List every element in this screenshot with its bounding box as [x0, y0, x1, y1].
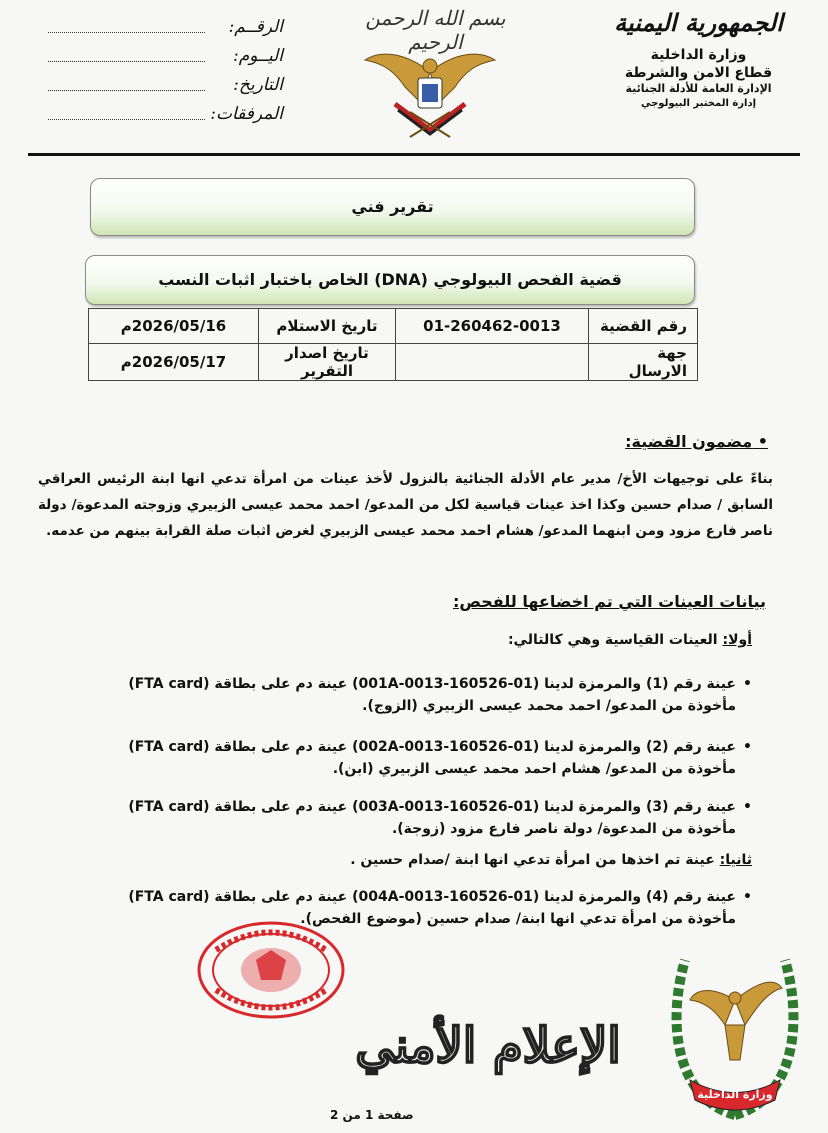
yemen-eagle-emblem-icon: [360, 42, 500, 142]
samples-heading: بيانات العينات التي تم اخضاعها للفحص:: [452, 592, 766, 611]
field-date: التاريخ:: [48, 70, 283, 99]
sender-value: [396, 344, 589, 381]
sector-name: قطاع الامن والشرطة: [624, 64, 773, 81]
case-content-text: بناءً على توجيهات الأخ/ مدير عام الأدلة الجنائية بالنزول لأخذ عينات من امرأة تدعي انها ابنة الرئيس العراقي السابق / صدام حسين وكذا اخذ عينات قياسية لكل من المدعو/ احمد محمد عيسى الزبيري وزوجته المدعوة/ دولة ناصر فارع مزود ومن ابنهما المدعو/ هشام احمد محمد عيسى الزبيري لغرض اثبات صلة القرابة بينهم من عدمه.: [38, 471, 773, 539]
second-group-text: عينة تم اخذها من امرأة تدعي انها ابنة /صدام حسين .: [350, 852, 720, 868]
basmala: بسم الله الرحمن الرحيم: [365, 6, 506, 54]
first-group-heading: [508, 632, 752, 648]
issue-date-label: تاريخ اصدار التقرير: [259, 344, 396, 381]
case-number-label: رقم القضية: [589, 309, 698, 344]
second-group-label: ثانيا:: [719, 852, 752, 868]
field-number: الرقــم:: [48, 12, 283, 41]
sample-item-3: • عينة رقم (3) والمرمزة لدينا (01-160526-0013-003A) عينة دم على بطاقة (FTA card) مأخوذة من المدعوة/ دولة ناصر فارع مزود (زوجة).: [86, 796, 736, 840]
header-org-block: [591, 8, 806, 110]
first-group-text: العينات القياسية وهي كالتالي:: [507, 632, 723, 648]
receipt-date-label: تاريخ الاستلام: [259, 309, 396, 344]
case-number-value: 01-260462-0013: [396, 309, 589, 344]
watermark-logo: [338, 1000, 638, 1085]
ministry-wreath-logo-icon: [660, 930, 810, 1125]
watermark-logo-icon: [338, 1000, 638, 1085]
page-number: صفحة 1 من 2: [330, 1108, 414, 1122]
first-group-label: أولا:: [722, 632, 752, 648]
case-content-heading: • مضمون القضية:: [625, 432, 768, 451]
field-day: اليــوم:: [48, 41, 283, 70]
header-fields: [48, 12, 283, 128]
field-attachments: المرفقات:: [48, 99, 283, 128]
issue-date-value: 2026/05/17م: [89, 344, 259, 381]
report-title-box: تقرير فني: [90, 178, 695, 236]
lab-name: إدارة المختبر البيولوجي: [640, 97, 757, 109]
report-subtitle-box: قضية الفحص البيولوجي (DNA) الخاص باختبار اثبات النسب: [85, 255, 695, 305]
sample-item-2: • عينة رقم (2) والمرمزة لدينا (01-160526-0013-002A) عينة دم على بطاقة (FTA card) مأخوذة من المدعو/ هشام احمد محمد عيسى الزبيري (ابن).: [86, 736, 736, 780]
watermark-text: الإعلام الأمني: [355, 1018, 621, 1074]
wreath-label: وزارة الداخلية: [697, 1088, 773, 1101]
directorate-name: الإدارة العامة للأدلة الجنائية: [625, 82, 772, 95]
official-stamp-icon: [196, 920, 346, 1020]
receipt-date-value: 2026/05/16م: [89, 309, 259, 344]
sample-item-4: • عينة رقم (4) والمرمزة لدينا (01-160526-0013-004A) عينة دم على بطاقة (FTA card) مأخوذة من امرأة تدعي انها ابنة/ صدام حسين (موضوع الفحص).: [86, 886, 736, 930]
table-row: [89, 344, 698, 381]
sample-item-1: • عينة رقم (1) والمرمزة لدينا (01-160526-0013-001A) عينة دم على بطاقة (FTA card) مأخوذة من المدعو/ احمد محمد عيسى الزبيري (الزوج).: [86, 673, 736, 717]
table-row: [89, 309, 698, 344]
second-group-heading: [350, 852, 752, 868]
sender-label: جهة الارسال: [589, 344, 698, 381]
header-divider: [28, 153, 800, 156]
republic-name: الجمهورية اليمنية: [614, 8, 783, 37]
case-meta-table: [88, 308, 698, 381]
ministry-name: وزارة الداخلية: [650, 47, 747, 63]
